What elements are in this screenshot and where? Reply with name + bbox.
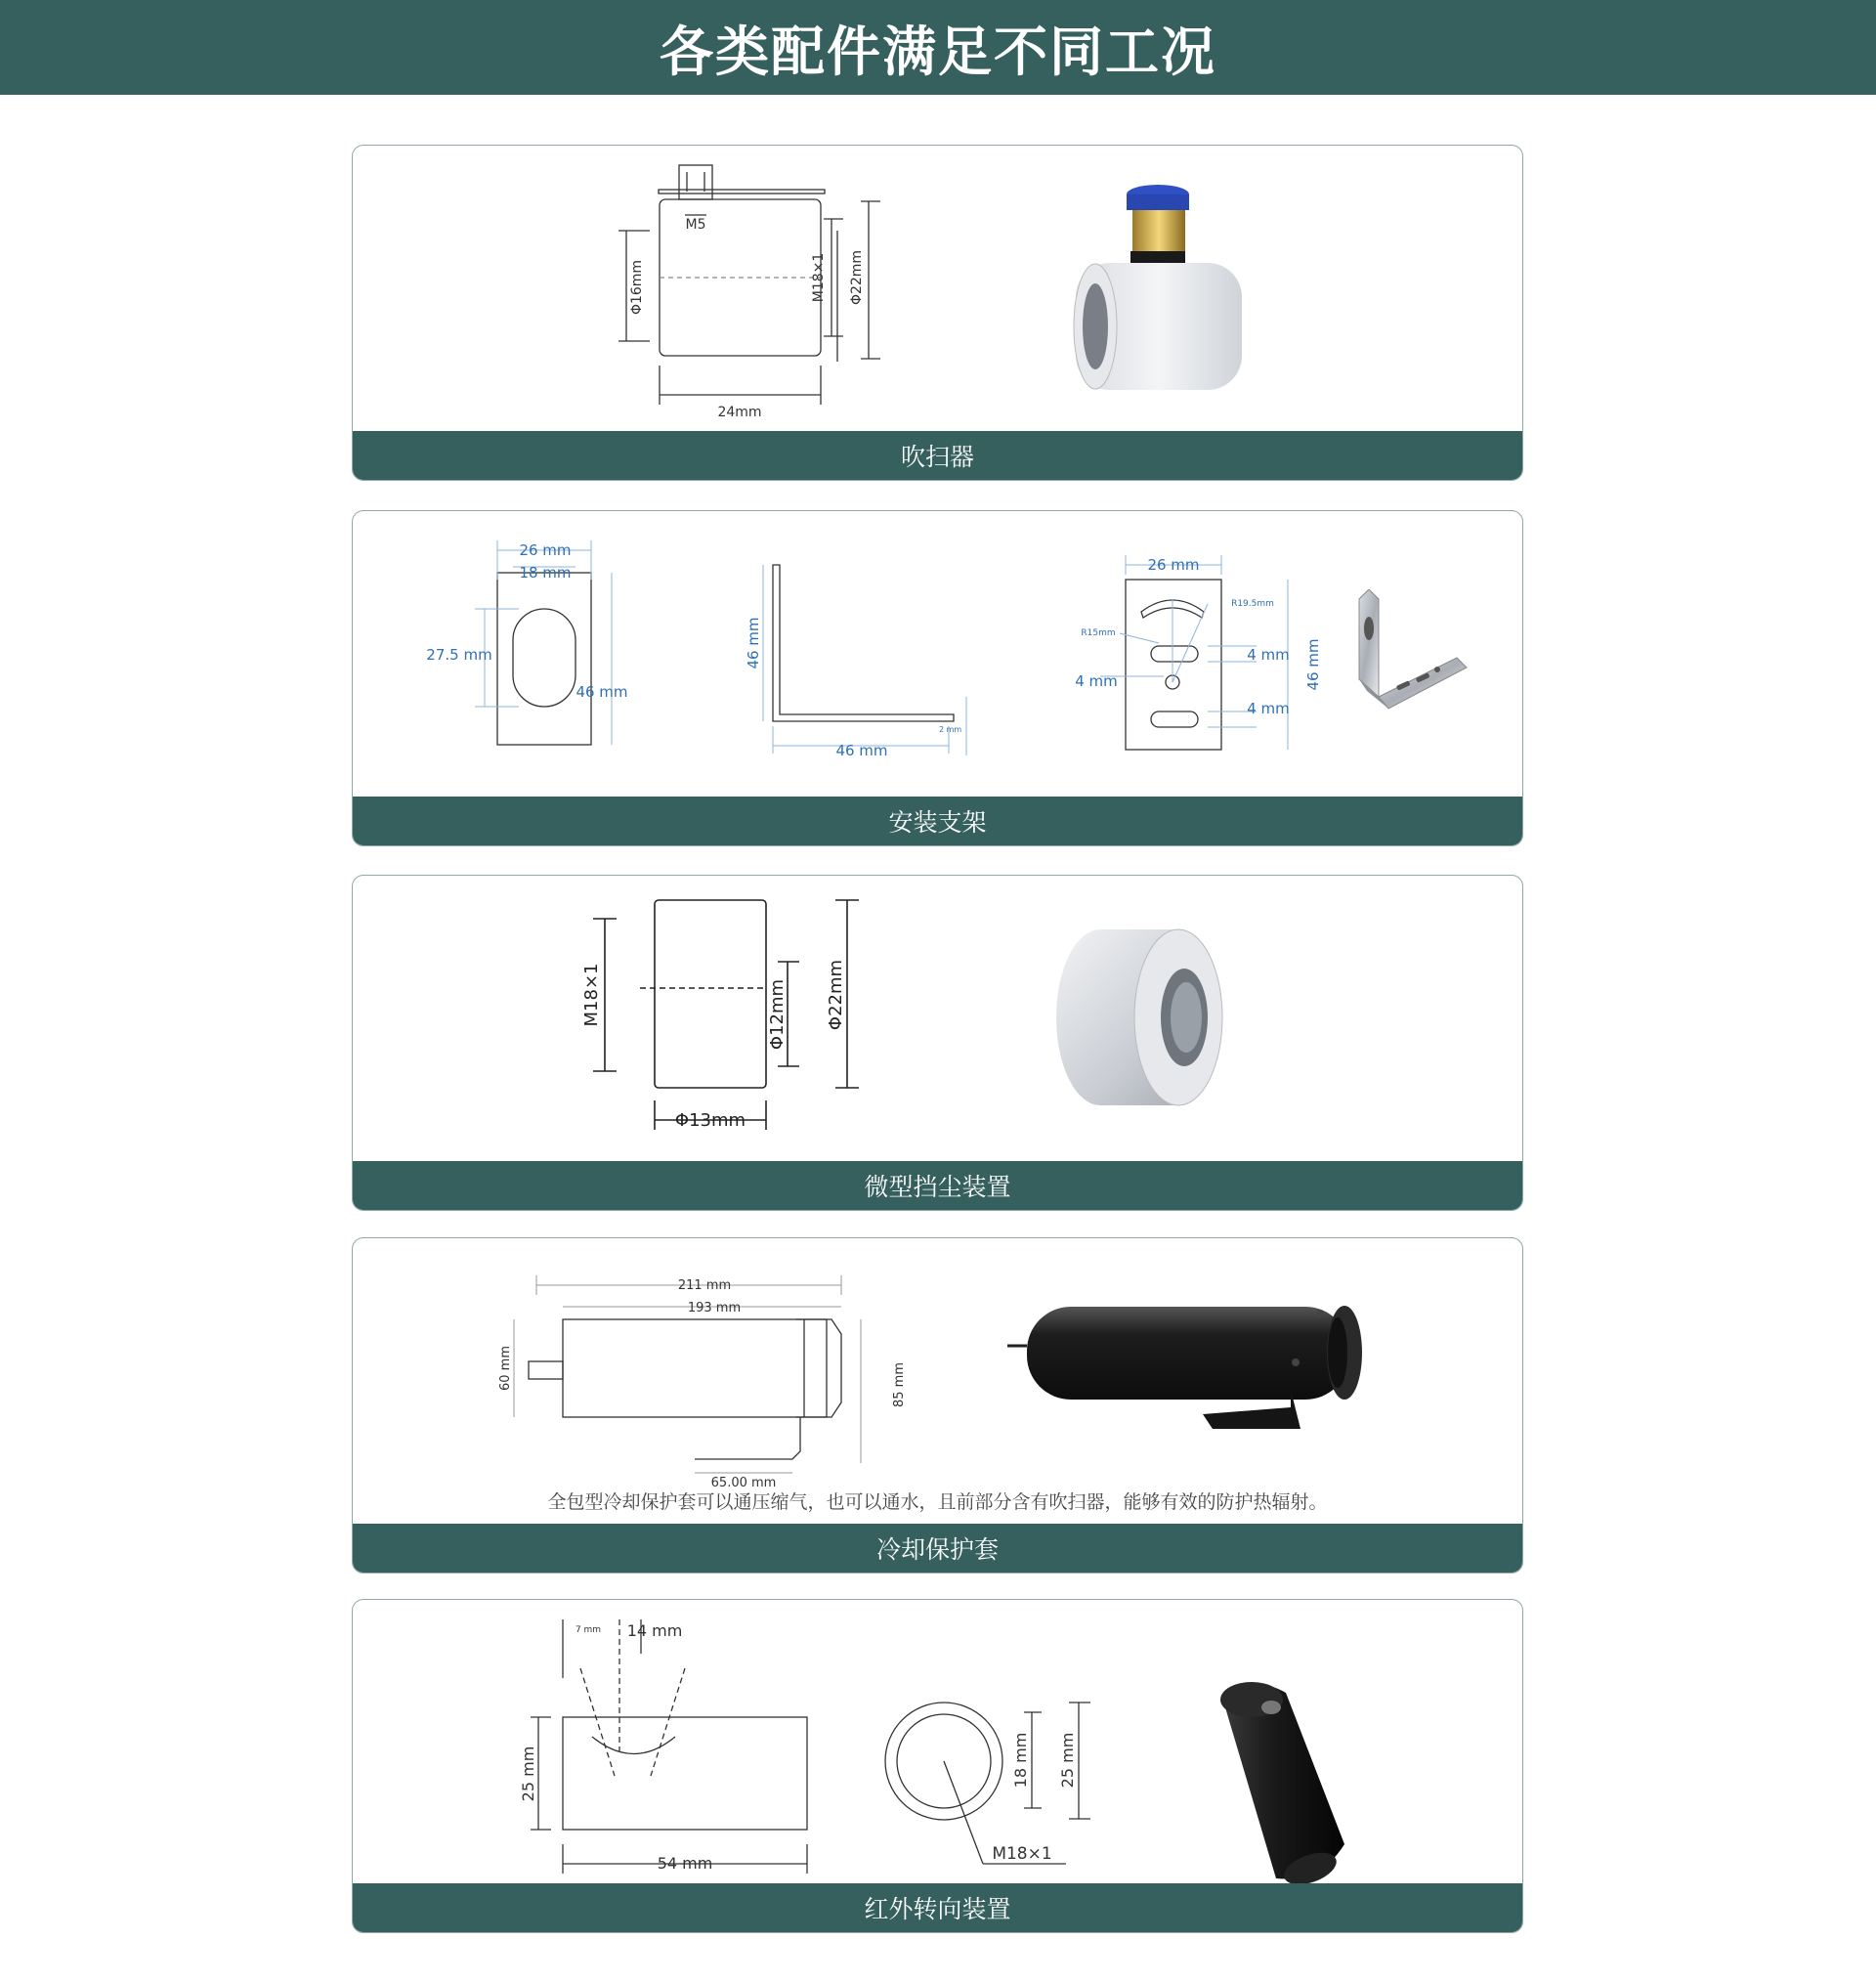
cooling-jacket-drawing-right [885, 1336, 915, 1453]
bracket-photo [1340, 589, 1476, 746]
dim-27-5mm: 27.5 mm [426, 646, 492, 664]
dim-25mm-b: 25 mm [1058, 1732, 1077, 1789]
dim-46mm-d: 46 mm [1304, 638, 1322, 691]
purger-photo [1066, 185, 1261, 419]
bracket-drawing-front [426, 540, 631, 765]
dim-60mm: 60 mm [498, 1345, 513, 1392]
dim-7mm: 7 mm [575, 1625, 602, 1635]
cooling-jacket-photo [1007, 1292, 1369, 1448]
cooling-jacket-drawing [498, 1256, 831, 1490]
dim-r19-5mm: R19.5mm [1231, 599, 1274, 609]
dim-54mm: 54 mm [657, 1854, 713, 1873]
dim-phi22: Φ22mm [826, 959, 846, 1031]
card-footer-cooling-jacket: 冷却保护套 [353, 1524, 1522, 1573]
dust-shield-photo [1051, 925, 1237, 1110]
card-footer-purger: 吹扫器 [353, 431, 1522, 480]
dim-2mm: 2 mm [939, 725, 962, 734]
dim-4mm-c: 4 mm [1247, 700, 1290, 717]
dim-25mm-a: 25 mm [519, 1746, 537, 1802]
purger-drawing [548, 160, 841, 434]
dim-46mm-a: 46 mm [576, 683, 628, 701]
dim-18mm: 18 mm [519, 564, 572, 582]
dim-26mm-b: 26 mm [1147, 556, 1200, 574]
ir-turning-drawing-ring [885, 1698, 1110, 1893]
dim-m5: M5 [685, 217, 706, 233]
dim-4mm-b: 4 mm [1075, 672, 1118, 690]
cooling-jacket-description: 全包型冷却保护套可以通压缩气，也可以通水，且前部分含有吹扫器，能够有效的防护热辐射。 [547, 1491, 1328, 1513]
ir-turning-drawing [514, 1615, 827, 1878]
dim-m18: M18×1 [581, 963, 602, 1027]
dim-65mm: 65.00 mm [710, 1476, 777, 1490]
card-purger [352, 145, 1523, 481]
dim-r15mm: R15mm [1081, 628, 1116, 638]
card-footer-dust-shield: 微型挡尘装置 [353, 1161, 1522, 1210]
card-bracket [352, 510, 1523, 846]
dim-phi13: Φ13mm [674, 1110, 746, 1131]
card-cooling-jacket [352, 1237, 1523, 1573]
card-footer-bracket: 安装支架 [353, 797, 1522, 845]
dim-m18: M18×1 [992, 1844, 1052, 1864]
card-ir-turning [352, 1599, 1523, 1933]
dim-phi22: Φ22mm [849, 249, 865, 306]
dim-18mm: 18 mm [1011, 1732, 1030, 1789]
dim-m18: M18×1 [811, 252, 827, 303]
card-footer-ir-turning: 红外转向装置 [353, 1883, 1522, 1932]
dim-46mm-c: 46 mm [835, 742, 888, 759]
dim-211mm: 211 mm [677, 1278, 732, 1293]
dim-193mm: 193 mm [687, 1301, 742, 1315]
page-title: 各类配件满足不同工况 [659, 21, 1216, 83]
dim-w24: 24mm [717, 405, 762, 420]
dim-phi16: Φ16mm [629, 259, 645, 316]
bracket-drawing-holes [1061, 555, 1335, 760]
dim-14mm: 14 mm [626, 1621, 683, 1640]
dim-phi12: Φ12mm [767, 978, 788, 1051]
dim-4mm-a: 4 mm [1247, 646, 1290, 664]
card-dust-shield [352, 875, 1523, 1211]
dim-85mm: 85 mm [892, 1361, 907, 1408]
ir-turning-photo [1213, 1678, 1359, 1893]
dust-shield-drawing [568, 895, 861, 1130]
dim-46mm-b: 46 mm [745, 617, 762, 669]
purger-drawing-right [812, 219, 890, 375]
page-header [0, 0, 1876, 95]
bracket-drawing-side [734, 560, 968, 759]
dim-26mm: 26 mm [519, 541, 572, 559]
